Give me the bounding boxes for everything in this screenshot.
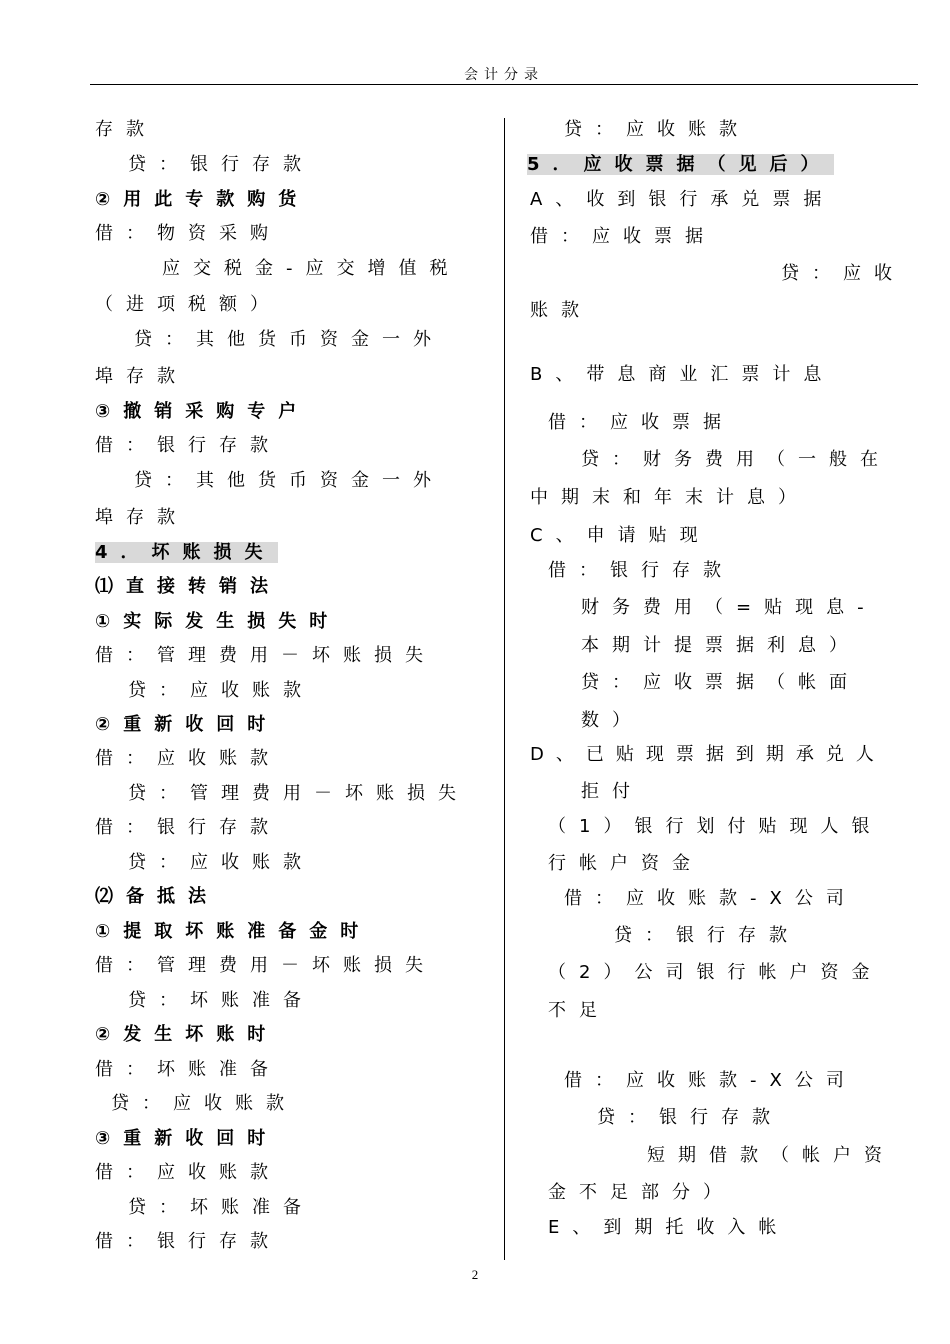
text-line: 行帐户资金 (548, 853, 703, 874)
text-line: 存款 (95, 119, 157, 140)
text-line: 借：应收票据 (530, 226, 716, 247)
text-line: D、已贴现票据到期承兑人 (530, 744, 886, 765)
text-line: 中期末和年末计息） (530, 487, 809, 508)
text-line: 不足 (548, 1000, 610, 1021)
text-line: 借：物资采购 (95, 223, 281, 244)
text-line: 贷：财务费用（一般在 (581, 449, 891, 470)
text-line: 埠存款 (95, 366, 188, 387)
text-line: 借：银行存款 (95, 817, 281, 838)
text-line: 借：应收账款-X公司 (564, 1070, 857, 1091)
text-line: 金不足部分） (548, 1182, 734, 1203)
text-line: 贷：应收账款 (111, 1093, 297, 1114)
text-line: 借：银行存款 (95, 435, 281, 456)
section-heading: ③撤销采购专户 (95, 401, 310, 422)
text-line: 贷：银行存款 (614, 925, 800, 946)
text-line: 借：银行存款 (548, 560, 734, 581)
section-heading: ①提取坏账准备金时 (95, 921, 372, 942)
text-line: 贷：银行存款 (597, 1107, 783, 1128)
text-line: 贷：应收账款 (128, 680, 314, 701)
text-line: 贷：银行存款 (128, 154, 314, 175)
text-line: B、带息商业汇票计息 (530, 364, 835, 385)
text-line: （进项税额） (95, 294, 281, 315)
section-heading: ⑴直接转销法 (95, 576, 281, 597)
highlight: 5．应收票据（见后） (527, 154, 832, 175)
text-line: （2）公司银行帐户资金 (548, 962, 883, 983)
text-line: 贷：其他货币资金一外 (134, 329, 444, 350)
text-line: 借：应收账款 (95, 748, 281, 769)
text-line: 贷：应收票据（帐面 (581, 672, 860, 693)
section-heading: ②发生坏账时 (95, 1024, 279, 1045)
text-line: 短期借款（帐户资 (647, 1145, 895, 1166)
section-heading: ⑵备抵法 (95, 886, 219, 907)
text-line: 贷：坏账准备 (128, 990, 314, 1011)
section-heading-highlighted (527, 155, 834, 175)
text-line: （1）银行划付贴现人银 (548, 816, 883, 837)
text-line: 应交税金-应交增值税 (162, 258, 461, 279)
text-line: 借：银行存款 (95, 1231, 281, 1252)
text-line: 借：应收账款-X公司 (564, 888, 857, 909)
text-line: 埠存款 (95, 507, 188, 528)
text-line: 贷：应收账款 (128, 852, 314, 873)
text-line: C、申请贴现 (530, 525, 711, 546)
text-line: 贷：应收账款 (564, 119, 750, 140)
text-line: 本期计提票据利息） (581, 635, 860, 656)
section-heading: ②重新收回时 (95, 714, 279, 735)
text-line: 借：管理费用－坏账损失 (95, 645, 436, 666)
header-divider (90, 84, 918, 85)
text-line: 财务费用（=贴现息- (581, 597, 877, 618)
text-line: 贷：管理费用－坏账损失 (128, 783, 469, 804)
text-line: 贷：其他货币资金一外 (134, 470, 444, 491)
highlight: 4．坏账损失 (95, 542, 276, 563)
text-line: 借：应收账款 (95, 1162, 281, 1183)
text-line: 借：管理费用－坏账损失 (95, 955, 436, 976)
text-line: 贷：应收 (781, 263, 905, 284)
page-title: 会计分录 (464, 67, 544, 83)
text-line: A、收到银行承兑票据 (530, 189, 835, 210)
section-heading: ①实际发生损失时 (95, 611, 341, 632)
section-heading: ②用此专款购货 (95, 189, 310, 210)
text-line: 借：应收票据 (548, 412, 734, 433)
text-line: 拒付 (581, 781, 643, 802)
column-divider (504, 118, 505, 1260)
text-line: 数） (581, 710, 643, 731)
section-heading-highlighted (95, 543, 278, 563)
page-number: 2 (471, 1267, 479, 1282)
section-heading: ③重新收回时 (95, 1128, 279, 1149)
text-line: 账款 (530, 300, 592, 321)
text-line: 贷：坏账准备 (128, 1197, 314, 1218)
text-line: 借：坏账准备 (95, 1059, 281, 1080)
text-line: E、到期托收入帐 (548, 1217, 790, 1238)
